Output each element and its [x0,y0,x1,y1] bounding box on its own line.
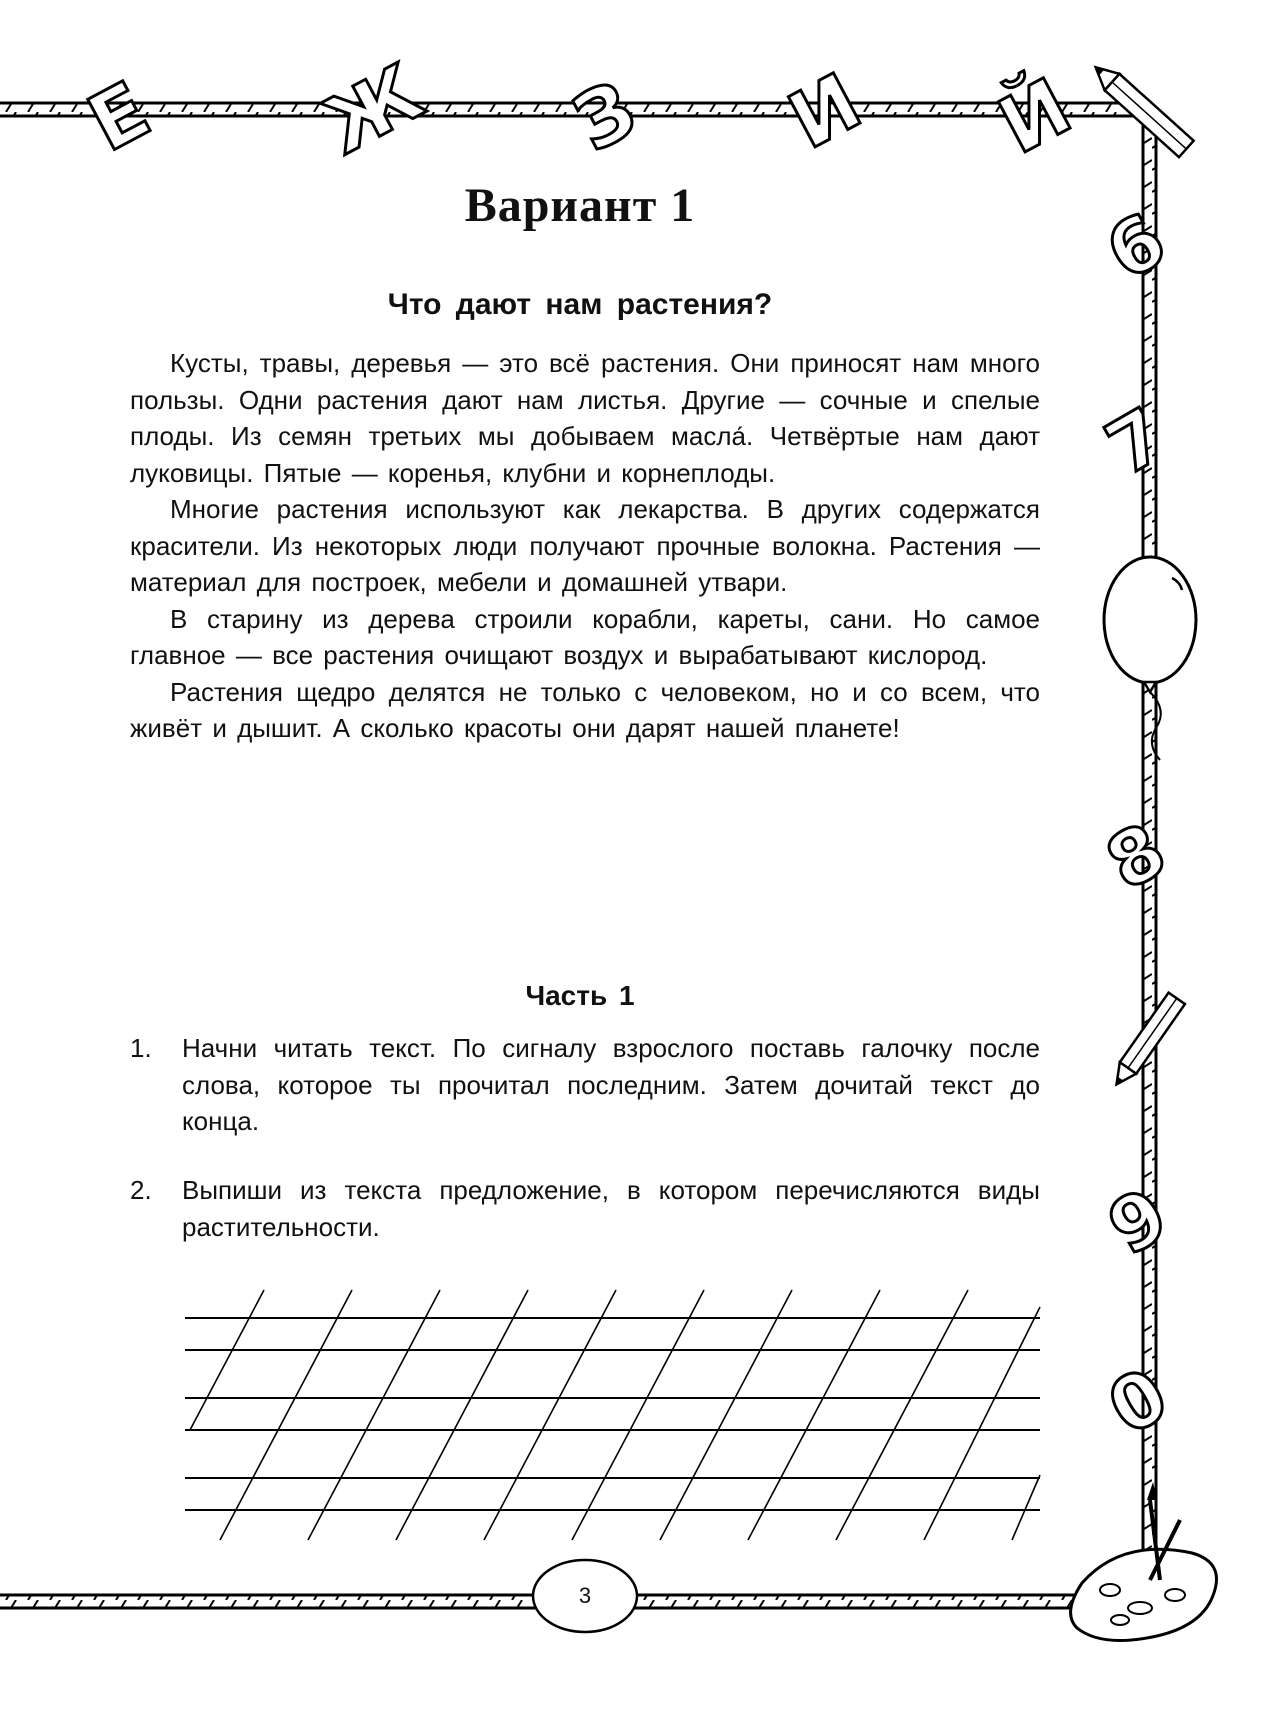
slant-lines [190,1290,1040,1540]
digit-six-icon: 6 [1092,197,1181,298]
paragraph: Кусты, травы, деревья — это всё растения. Они приносят нам много пользы. Одни растения дают нам листья. Другие — сочные и спелые плоды. Из семян третьих мы добываем масла́. Четвёртые нам дают луковицы. Пятые — коренья, клубни и корнеплоды. [130,348,1040,488]
paragraph: В старину из дерева строили корабли, кареты, сани. Но самое главное — все растения очищают воздух и вырабатывают кислород. [130,603,1040,670]
digit-eight-icon: 8 [1092,807,1181,908]
task-number: 1. [130,1033,152,1063]
task-item [130,1030,1040,1140]
page-number: 3 [578,1583,592,1608]
letter-ze-icon: З [559,64,652,170]
digit-nine-icon: 9 [1094,1172,1183,1273]
letter-zhe-icon: Ж [310,47,437,173]
letter-i-icon: И [775,56,876,168]
digit-seven-icon: 7 [1092,392,1181,493]
writing-lines [185,1318,1040,1510]
reading-text [130,345,1040,747]
task-text: Выпиши из текста предложение, в котором перечисляются виды растительности. [182,1175,1040,1242]
task-item [130,1172,1040,1245]
letter-ye-icon: Е [74,65,165,170]
part-heading: Часть 1 [525,980,635,1011]
paragraph: Многие растения используют как лекарства. В других содержатся красители. Из некоторых люди получают прочные волокна. Растения — материал для построек, мебели и домашней утвари. [130,494,1040,597]
paragraph: Растения щедро делятся не только с человеком, но и со всем, что живёт и дышит. А сколько красоты они дарят нашей планете! [130,676,1040,743]
letter-short-i-icon: Й [985,61,1086,173]
task-text: Начни читать текст. По сигналу взрослого поставь галочку после слова, которое ты прочитал последним. Затем дочитай текст до конца. [182,1033,1040,1136]
text-title: Что дают нам растения? [387,288,773,321]
digit-zero-icon: 0 [1094,1352,1183,1453]
task-number: 2. [130,1175,152,1205]
page-title: Вариант 1 [464,179,696,232]
